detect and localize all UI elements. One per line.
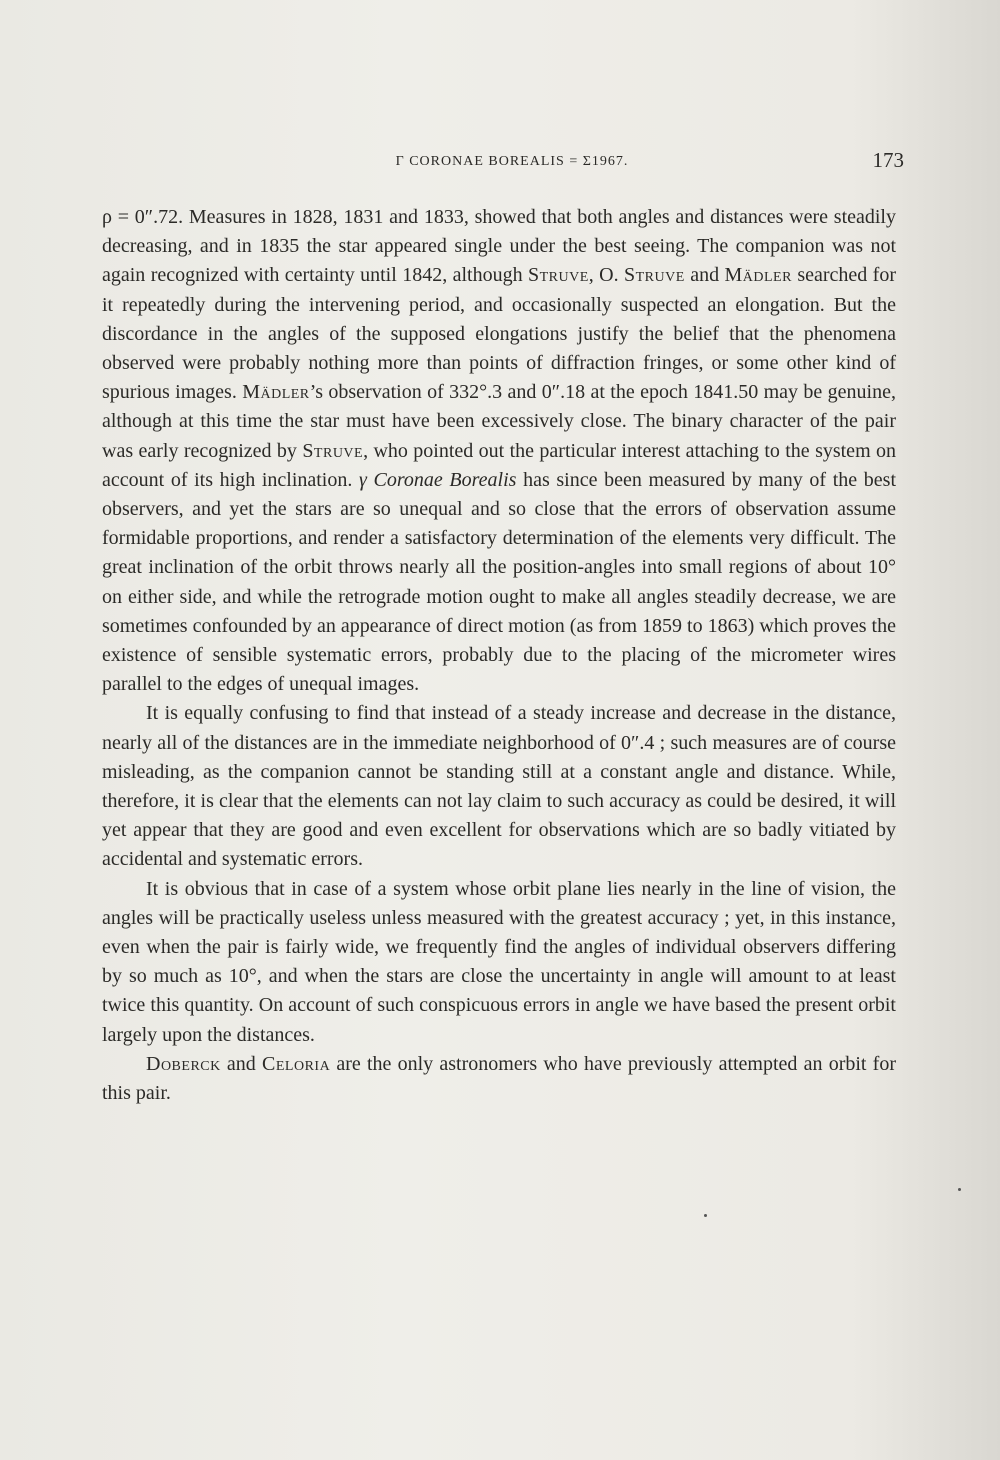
text-run: are the only astronomers who have previously attempted an orbit for this pair.: [102, 1052, 896, 1105]
text-run: and: [220, 1052, 263, 1075]
text-run: It is obvious that in case of a system whose orbit plane lies nearly in the line of vision, the angles will be practically useless unless measured with the greatest accuracy ; yet, in this instance, even when the pair is fairly wide, we frequently find the angles of individual observers differing by so much as 10°, and when the stars are close the uncertainty in angle will amount to at least twice this quantity. On account of such conspicuous errors in angle we have based the present orbit largely upon the distances.: [102, 877, 896, 1046]
text-run: and: [684, 264, 725, 287]
italic-text: γ Coronae Borealis: [359, 468, 517, 491]
paragraph-3: [102, 875, 896, 1050]
text-run: , O.: [588, 264, 624, 287]
name-smallcaps: Struve: [624, 264, 685, 287]
ink-speck: [704, 1214, 707, 1217]
name-smallcaps: Mädler: [724, 264, 792, 287]
paragraph-2: [102, 699, 896, 874]
name-smallcaps: Celoria: [262, 1052, 331, 1075]
name-smallcaps: Struve: [302, 439, 364, 462]
paragraph-4: [102, 1050, 896, 1108]
name-smallcaps: Mädler: [242, 381, 310, 404]
name-smallcaps: Doberck: [146, 1052, 221, 1075]
paragraph-1: [102, 203, 896, 699]
text-run: has since been measured by many of the best observers, and yet the stars are so unequal and so close that the errors of observation assume formidable proportions, and render a satisfactory determination of the elements very difficult. The great inclination of the orbit throws nearly all the position-angles into small regions of about 10° on either side, and while the retrograde motion ought to make all angles steadily decrease, we are sometimes confounded by an appearance of direct motion (as from 1859 to 1863) which proves the existence of sensible systematic errors, probably due to the placing of the micrometer wires parallel to the edges of unequal images.: [102, 468, 896, 696]
body-text: [102, 203, 896, 1108]
ink-speck: [958, 1188, 961, 1191]
text-run: ’s observation of 332°.3 and 0″.18 at the epoch 1841.50 may be genuine, although at this time the star must have been excessively close. The binary character of the pair was early recognized by: [102, 381, 896, 462]
text-run: It is equally confusing to find that instead of a steady increase and decrease in the distance, nearly all of the distances are in the immediate neighborhood of 0″.4 ; such measures are of course misleading, as the companion cannot be standing still at a constant angle and distance. While, therefore, it is clear that the elements can not lay claim to such accuracy as could be desired, it will yet appear that they are good and even excellent for observations which are so badly vitiated by accidental and systematic errors.: [102, 702, 896, 871]
text-run: ρ = 0″.72. Measures in 1828, 1831 and 1833, showed that both angles and distances were steadily decreasing, and in 1835 the star appeared single under the best seeing. The companion was not again recognized with certainty until 1842, although: [102, 206, 896, 287]
page-header: [102, 144, 902, 180]
running-title: Γ CORONAE BOREALIS = Σ1967.: [395, 154, 629, 169]
text-run: searched for it repeatedly during the intervening period, and occasionally suspected an elongation. But the discordance in the angles of the supposed elongations justify the belief that the phenomena observed were probably nothing more than points of diffraction fringes, or some other kind of spurious images.: [102, 264, 896, 404]
page-number: 173: [872, 148, 904, 172]
name-smallcaps: Struve: [527, 264, 589, 287]
text-run: , who pointed out the particular interest attaching to the system on account of its high inclination.: [102, 439, 896, 491]
